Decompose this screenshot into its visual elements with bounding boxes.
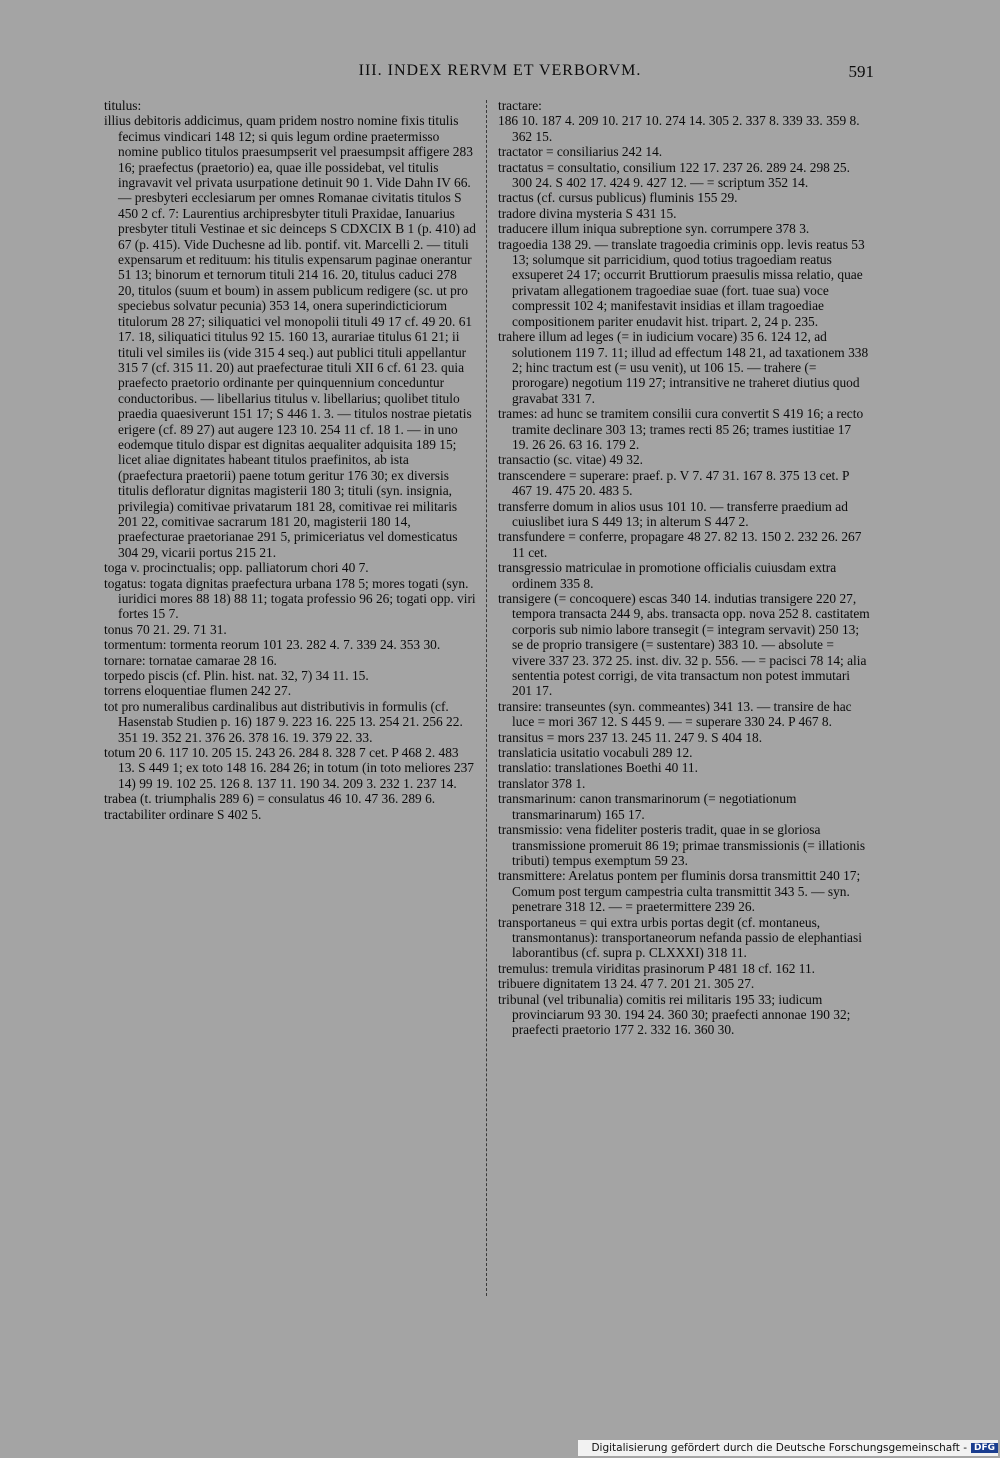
index-entry: tractabiliter ordinare S 402 5. [104,806,262,822]
index-entry: transfundere = conferre, propagare 48 27. 82 13. 150 2. 232 26. 267 11 cet. [498,529,862,560]
index-entry: tractator = consiliarius 242 14. [498,144,663,160]
index-entry: transitus = mors 237 13. 245 11. 247 9. S 404 18. [498,729,763,745]
footer-credit-text: Digitalisierung gefördert durch die Deutsche Forschungsgemeinschaft - [591,1442,967,1454]
index-entry: trames: ad hunc se tramitem consilii cura convertit S 419 16; a recto tramite declinare 303 13; trames recti 85 26; trames iustitiae 17 19. 26 26. 63 16. 179 2. [498,406,864,452]
index-entry: translator 378 1. [498,775,586,791]
index-entry: transire: transeuntes (syn. commeantes) 341 13. — transire de hac luce = mori 367 12. S 445 9. — = superare 330 24. P 467 8. [498,698,852,730]
index-entry: transferre domum in alios usus 101 10. — transferre praedium ad cuiuslibet iura S 449 13; in alterum S 447 2. [498,498,848,529]
index-entry: traducere illum iniqua subreptione syn. corrumpere 378 3. [498,221,810,237]
index-entry: transportaneus = qui extra urbis portas degit (cf. montaneus, transmontanus): transportaneorum nefanda passio de elephantiasi laborantibus (cf. supra p. CLXXXI) 318 11. [498,914,862,961]
index-entry: transcendere = superare: praef. p. V 7. 47 31. 167 8. 375 13 cet. P 467 19. 475 20. 483 5. [498,467,849,499]
left-column [104,98,476,822]
index-entry: transigere (= concoquere) escas 340 14. indutias transigere 220 27, tempora transacta 244 9, abs. transacta opp. nova 252 8. castitatem corporis sub nimio labore transegit (= integram servavit) 250 13; se de proprio transigere (= sustentare) 383 10. — absolute = vivere 337 23. 372 25. inst. div. 32 p. 556. — = pacisci 78 14; alia sententia potest corrigi, de vita transactum non potest immutari 201 17. [498,591,870,699]
index-entry: tormentum: tormenta reorum 101 23. 282 4. 7. 339 24. 353 30. [104,637,441,653]
index-entry: transactio (sc. vitae) 49 32. [498,452,644,468]
index-entry: togatus: togata dignitas praefectura urbana 178 5; mores togati (syn. iuridici mores 88 18) 88 11; togata professio 96 26; togati opp. viri fortes 15 7. [104,575,476,622]
index-entry: tractatus = consultatio, consilium 122 17. 237 26. 289 24. 298 25. 300 24. S 402 17. 424 9. 427 12. — = scriptum 352 14. [498,159,850,191]
index-entry: illius debitoris addicimus, quam pridem nostro nomine fixis titulis fecimus vindicari 148 12; si quis legum ordine praetermisso nomine publico titulos praesumpserit vel praesumpsit affigere 283 16; praefectus (praetorio) ea, quae ille possidebat, vel titulis ingravavit vel privata usurpatione detinuit 90 1. Vide Dahn IV 66. — presbyteri ecclesiarum per omnes Romanae civitatis titulos S 450 2 cf. 7: Laurentius archipresbyter tituli Praxidae, Ianuarius presbyter tituli Vestinae et sic deinceps S CDXCIX B 1 (p. 410) ad 67 (p. 415). Vide Duchesne ad lib. pontif. vit. Marcelli 2. — tituli expensarum et redituum: his titulis expensarum paginae onerantur 51 13; binorum et ternorum tituli 214 16. 20, titulus caduci 278 20, titulos (suum et boum) in assem publicum redigere (sc. ut pro speciebus solvatur pecunia) 353 14, onera superindicticiorum titulorum 28 27; siliquatici vel monopolii tituli 49 17 cf. 49 20. 61 17. 18, siliquatici titulus 92 15. 160 13, aurariae titulus 61 21; ii tituli vel similes iis (vide 315 4 seq.) aut publici tituli appellantur 315 7 (cf. 315 11. 20) aut praefecturae tituli XII 6 cf. 61 23. quia praefecto praetorio ordinante per quinquennium conceduntur conductoribus. — libellarius titulus v. libellarius; quolibet titulo praedia quaesiverunt 151 17; S 446 1. 3. — titulos nostrae pietatis erigere (cf. 89 27) aut augere 123 10. 254 11 cf. 18 1. — in uno eodemque titulo dispar est dignitas aequaliter adquisita 189 15; licet aliae dignitates habeant titulos praefinitos, ab ista (praefectura praetorii) paene totum geritur 176 30; ex diversis titulis defloratur dignitas magisterii 180 3; tituli (syn. insignia, privilegia) comitivae privatarum 181 28, comitivae rei militaris 201 22, comitivae sacrarum 181 20, magisterii 180 14, praefecturae praetorianae 291 5, primiceriatus vel domesticatus 304 29, vicarii portus 215 21. [104,113,476,560]
index-entry: tractus (cf. cursus publicus) fluminis 155 29. [498,190,738,206]
index-entry: transmarinum: canon transmarinorum (= negotiationum transmarinarum) 165 17. [498,791,797,822]
page-number: 591 [848,62,874,81]
index-entry: translatio: translationes Boethi 40 11. [498,760,698,776]
index-entry: tremulus: tremula viriditas prasinorum P 481 18 cf. 162 11. [498,960,815,976]
dfg-logo: DFG [971,1443,998,1453]
index-entry: transgressio matriculae in promotione officialis cuiusdam extra ordinem 335 8. [498,560,837,591]
index-entry: toga v. procinctualis; opp. palliatorum chori 40 7. [104,560,369,576]
index-entry: tonus 70 21. 29. 71 31. [104,621,227,637]
index-entry: tractare: [498,98,542,113]
index-entry: 186 10. 187 4. 209 10. 217 10. 274 14. 305 2. 337 8. 339 33. 359 8. 362 15. [498,113,860,144]
page-title: III. INDEX RERVM ET VERBORVM. [358,62,642,79]
index-entry: tragoedia 138 29. — translate tragoedia criminis opp. levis reatus 53 13; solumque sit parricidium, quod totius tragoediam reatus exsuperet 24 17; occurrit Bruttiorum praesulis missa relatio, quae privatam allegationem tragoediae suae (fort. tuae sua) voce compressit 102 4; manifestavit insidias et illam tragoediae compositionem pariter enudavit hist. tripart. 2, 24 p. 235. [498,236,865,329]
index-entry: tribunal (vel tribunalia) comitis rei militaris 195 33; iudicum provinciarum 93 30. 194 24. 360 30; praefecti annonae 190 32; praefecti praetorio 177 2. 332 16. 360 30. [498,991,851,1038]
index-entry: trahere illum ad leges (= in iudicium vocare) 35 6. 124 12, ad solutionem 119 7. 11; illud ad effectum 148 21, ad taxationem 338 2; hinc tractum est (= usu venit), ut 106 15. — trahere (= prorogare) negotium 119 27; intransitive ne traheret diutius quod gravabat 331 7. [498,329,869,406]
index-entry: transmissio: vena fideliter posteris tradit, quae in se gloriosa transmissione promeruit 86 19; primae transmissionis (= illationis tributi) tempus exemptum 59 23. [498,822,866,868]
index-entry: titulus: [104,98,142,113]
index-entry: tot pro numeralibus cardinalibus aut distributivis in formulis (cf. Hasenstab Studien p. 16) 187 9. 223 16. 225 13. 254 21. 256 22. 351 19. 352 21. 376 26. 378 16. 19. 379 22. 33. [104,698,463,745]
index-entry: totum 20 6. 117 10. 205 15. 243 26. 284 8. 328 7 cet. P 468 2. 483 13. S 449 1; ex toto 148 16. 284 26; in totum (in toto meliores 237 14) 99 19. 102 25. 126 8. 137 11. 190 34. 209 3. 232 1. 237 14. [104,745,474,791]
index-entry: transmittere: Arelatus pontem per fluminis dorsa transmittit 240 17; Comum post tergum campestria culta transmittit 343 5. — syn. penetrare 318 12. — = praetermittere 239 26. [498,868,861,915]
index-entry: tradore divina mysteria S 431 15. [498,205,677,221]
index-entry: torpedo piscis (cf. Plin. hist. nat. 32, 7) 34 11. 15. [104,668,369,684]
index-entry: translaticia usitatio vocabuli 289 12. [498,745,693,761]
digitization-footer [578,1440,998,1456]
index-entry: tornare: tornatae camarae 28 16. [104,652,277,668]
index-entry: torrens eloquentiae flumen 242 27. [104,683,292,699]
right-column [498,98,870,1038]
column-divider [486,100,487,1296]
index-entry: trabea (t. triumphalis 289 6) = consulatus 46 10. 47 36. 289 6. [104,791,436,807]
index-entry: tribuere dignitatem 13 24. 47 7. 201 21. 305 27. [498,976,755,992]
